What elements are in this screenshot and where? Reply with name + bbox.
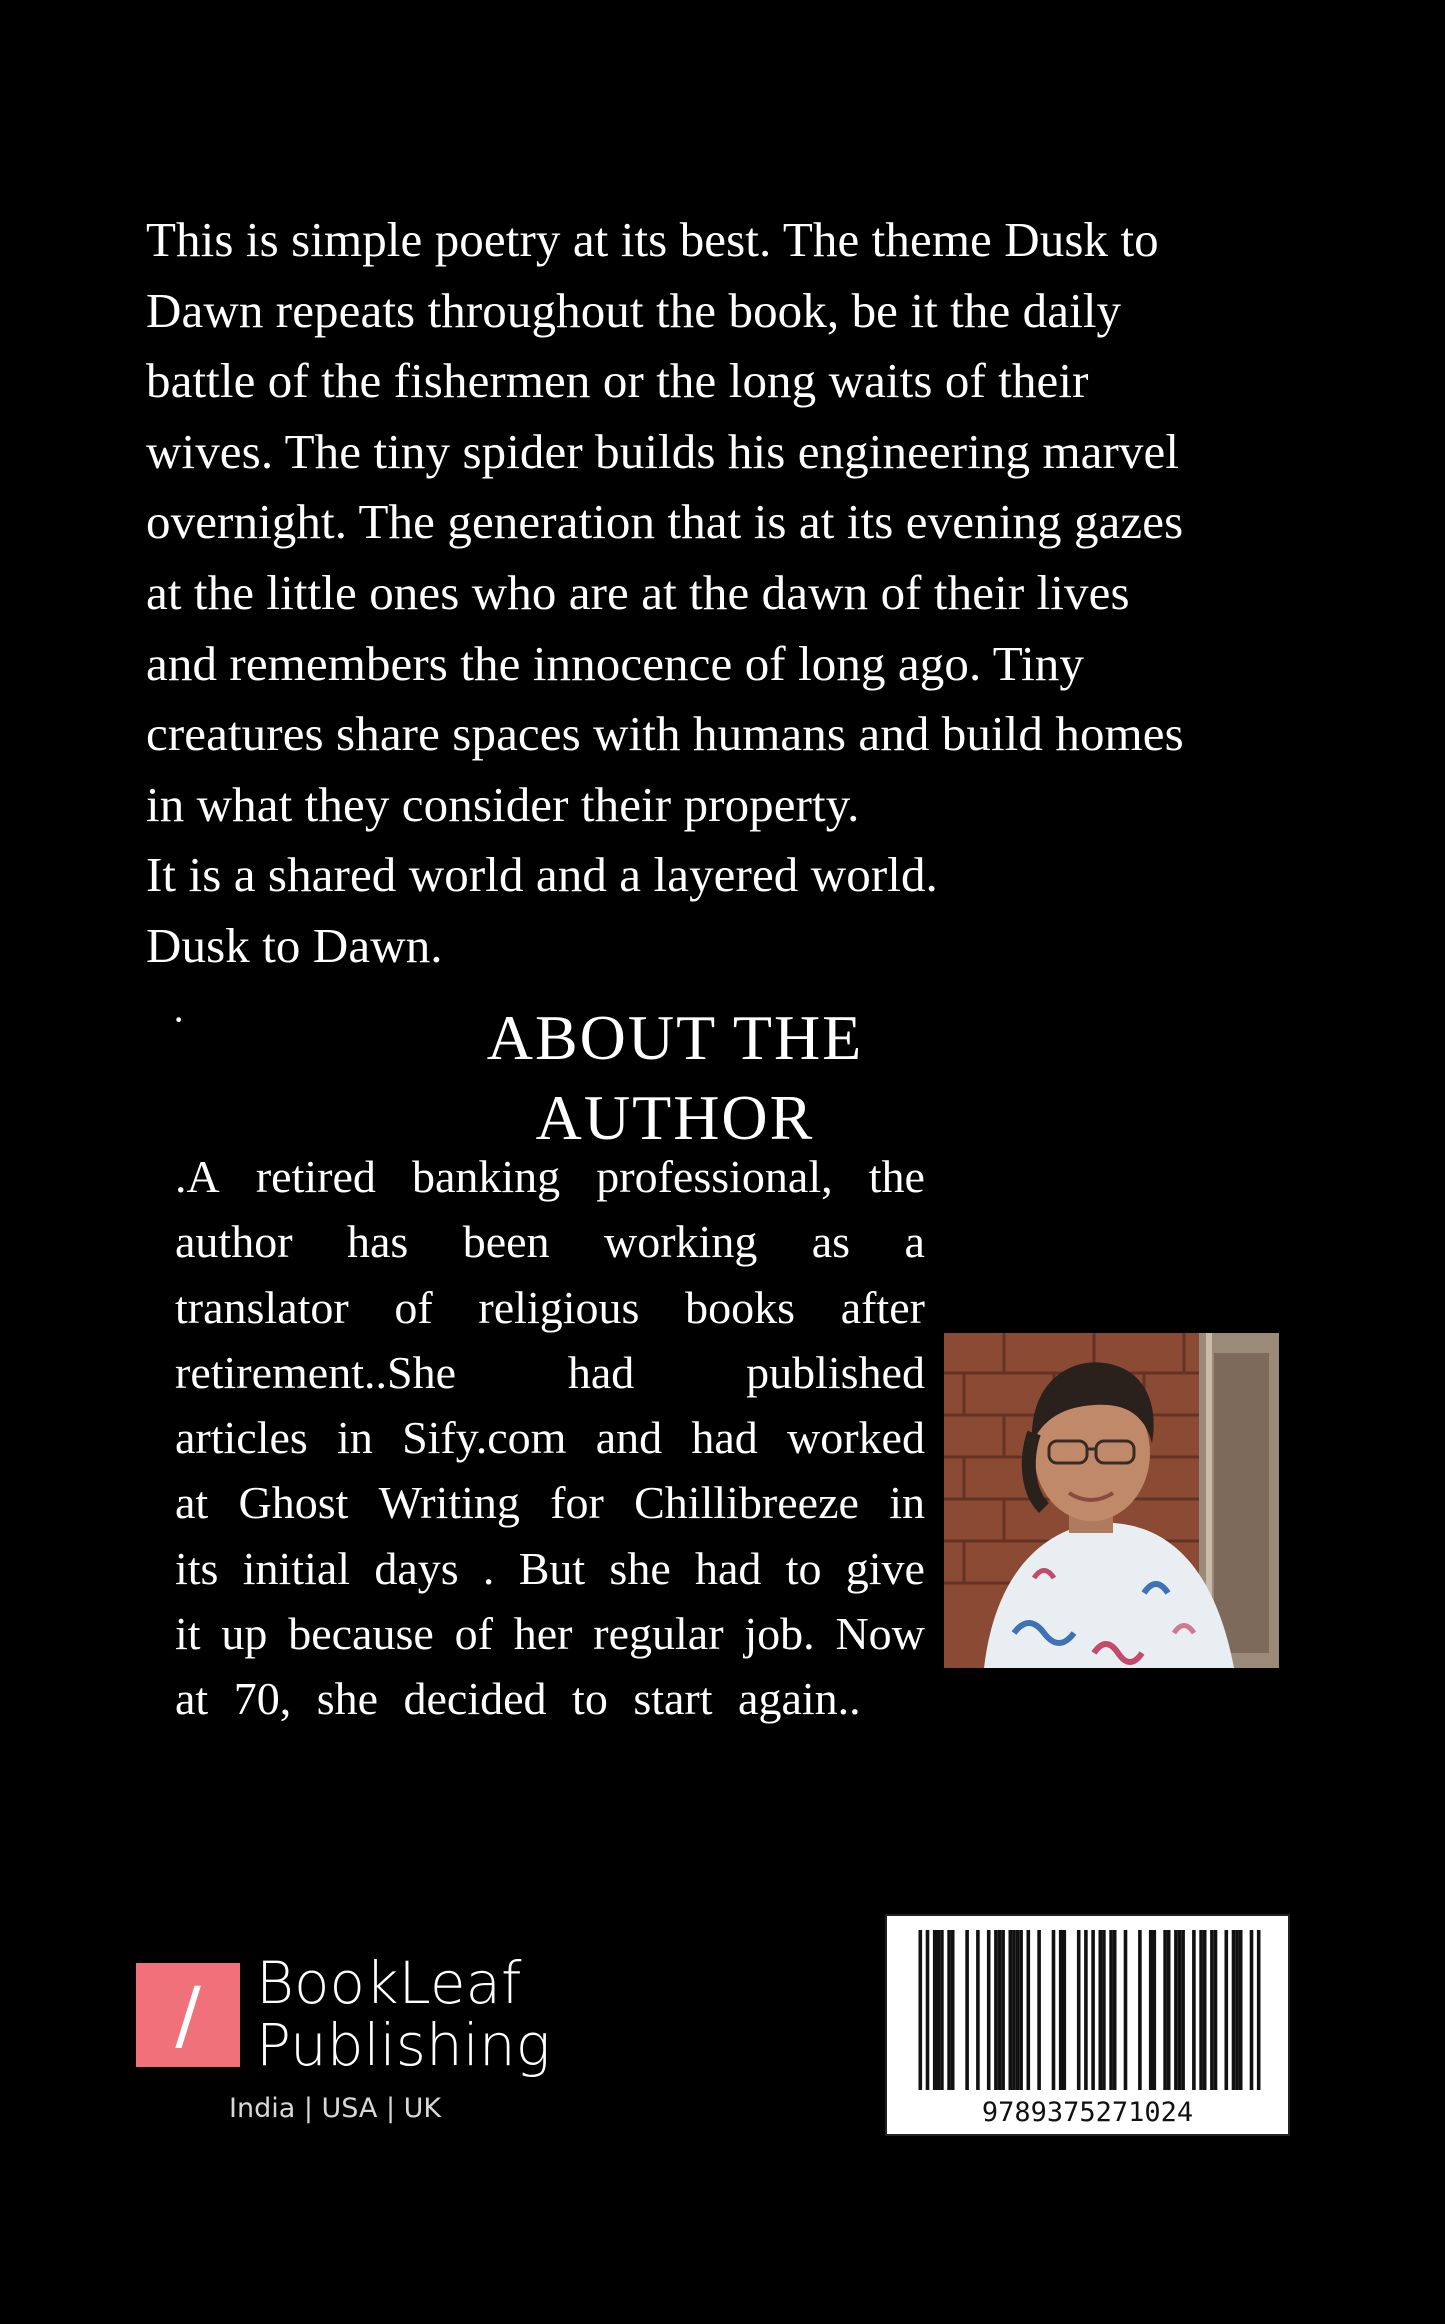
barcode-bar xyxy=(1059,1930,1063,2090)
barcode-bar xyxy=(987,1930,991,2090)
blurb-line: wives. The tiny spider builds his engineering marvel xyxy=(146,423,1180,479)
isbn-barcode xyxy=(885,1914,1290,2136)
barcode-bar xyxy=(1124,1930,1128,2090)
barcode-bar xyxy=(1239,1930,1243,2090)
barcode-bar xyxy=(919,1930,923,2090)
barcode-bar xyxy=(1016,1930,1020,2090)
bio-word: give xyxy=(845,1542,925,1594)
bio-word: a xyxy=(904,1216,925,1268)
bio-word: as xyxy=(811,1216,851,1268)
bio-line xyxy=(175,1601,925,1666)
barcode-bar xyxy=(1138,1930,1142,2090)
barcode-bar xyxy=(1257,1930,1261,2090)
bio-word: been xyxy=(462,1216,550,1268)
heading-line: AUTHOR xyxy=(535,1082,815,1153)
blurb-line: battle of the fishermen or the long waits of their xyxy=(146,353,1089,409)
bio-word: in xyxy=(889,1477,925,1529)
barcode-bar xyxy=(1113,1930,1117,2090)
barcode-bar xyxy=(1052,1930,1056,2090)
barcode-bar xyxy=(1077,1930,1081,2090)
publisher-name-line: BookLeaf xyxy=(256,1949,522,2017)
isbn-number: 9789375271024 xyxy=(981,2097,1194,2128)
barcode-bar xyxy=(965,1930,969,2090)
barcode-bar xyxy=(1214,1930,1218,2090)
back-cover-blurb xyxy=(146,205,1306,982)
bio-word: professional, xyxy=(596,1151,833,1202)
barcode-bar xyxy=(947,1930,951,2090)
blurb-line: overnight. The generation that is at its evening gazes xyxy=(146,494,1184,550)
bio-word: had xyxy=(567,1346,635,1398)
bio-word: retirement..She xyxy=(175,1346,457,1398)
blurb-line: at the little ones who are at the dawn of their lives xyxy=(146,564,1130,620)
barcode-bar xyxy=(1178,1930,1182,2090)
bio-word: published xyxy=(746,1346,925,1398)
barcode-bar xyxy=(1192,1930,1196,2090)
bio-word: Sify.com xyxy=(402,1412,567,1464)
barcode-bar xyxy=(1153,1930,1157,2090)
barcode-bar xyxy=(1001,1930,1005,2090)
barcode-bar xyxy=(1167,1930,1171,2090)
barcode-bar xyxy=(933,1930,937,2090)
bio-word: Now xyxy=(835,1608,925,1660)
barcode-bar xyxy=(940,1930,944,2090)
bio-word: regular xyxy=(593,1608,724,1660)
barcode-bar xyxy=(1102,1930,1106,2090)
bio-word: her xyxy=(513,1608,573,1660)
bio-word: religious xyxy=(478,1281,640,1333)
barcode-bar xyxy=(976,1930,980,2090)
barcode-bar xyxy=(1225,1930,1229,2090)
barcode-bar xyxy=(1063,1930,1067,2090)
author-portrait-illustration xyxy=(944,1333,1279,1668)
bio-word: she xyxy=(609,1542,671,1594)
bio-word: of xyxy=(454,1608,493,1660)
barcode-bar xyxy=(1232,1930,1236,2090)
bio-word: of xyxy=(394,1281,433,1333)
author-photo xyxy=(944,1333,1279,1668)
bio-word: the xyxy=(868,1151,925,1202)
bio-word: had xyxy=(695,1542,762,1594)
barcode-bar xyxy=(1174,1930,1178,2090)
bio-word: Ghost xyxy=(238,1477,349,1529)
publisher-name xyxy=(256,1949,551,2079)
about-the-author-heading xyxy=(380,998,970,1158)
blurb-line: and remembers the innocence of long ago. Tiny xyxy=(146,635,1085,691)
bio-word: days xyxy=(374,1542,459,1594)
bio-word: .A xyxy=(175,1151,220,1202)
barcode-bar xyxy=(1099,1930,1103,2090)
barcode-bar xyxy=(1009,1930,1013,2090)
bio-word: after xyxy=(840,1281,925,1333)
bio-word: for xyxy=(550,1477,604,1529)
barcode-bar xyxy=(1149,1930,1153,2090)
barcode-bar xyxy=(1084,1930,1088,2090)
bio-word: had xyxy=(691,1412,758,1464)
barcode-bar xyxy=(1203,1930,1207,2090)
barcode-bar xyxy=(1199,1930,1203,2090)
bio-word: author xyxy=(175,1216,293,1268)
bookleaf-logo-icon: / xyxy=(136,1963,240,2067)
bio-line xyxy=(175,1275,925,1340)
barcode-bar xyxy=(1012,1930,1016,2090)
bio-line xyxy=(175,1340,925,1405)
bio-word: job. xyxy=(744,1608,815,1660)
bio-word: books xyxy=(685,1281,795,1333)
barcode-bar xyxy=(1250,1930,1254,2090)
heading-line: ABOUT THE xyxy=(486,1002,864,1073)
bio-word: and xyxy=(595,1412,663,1464)
bio-word: . xyxy=(482,1542,495,1594)
blurb-line: This is simple poetry at its best. The theme Dusk to xyxy=(146,212,1159,267)
bio-word: up xyxy=(221,1608,268,1660)
blurb-line: Dusk to Dawn. xyxy=(146,917,443,973)
blurb-line: Dawn repeats throughout the book, be it the daily xyxy=(146,282,1122,338)
bio-line xyxy=(175,1209,925,1274)
bio-word: Writing xyxy=(378,1477,520,1529)
bio-line xyxy=(175,1470,925,1535)
bio-word: it xyxy=(175,1608,201,1660)
bio-word: its xyxy=(175,1542,219,1594)
bio-word: translator xyxy=(175,1281,349,1333)
barcode-bar xyxy=(1019,1930,1023,2090)
barcode-bar xyxy=(1091,1930,1095,2090)
barcode-bar xyxy=(1037,1930,1041,2090)
bio-word: to xyxy=(785,1542,822,1594)
barcode-bar xyxy=(1163,1930,1167,2090)
barcode-bar xyxy=(1027,1930,1031,2090)
bio-word: working xyxy=(604,1216,758,1268)
bio-word: retired xyxy=(255,1151,376,1202)
barcode-bar xyxy=(998,1930,1002,2090)
barcode-bar xyxy=(994,1930,998,2090)
blurb-line: It is a shared world and a layered world. xyxy=(146,847,938,903)
blurb-line: in what they consider their property. xyxy=(146,776,860,832)
blurb-line: creatures share spaces with humans and build homes xyxy=(146,706,1184,762)
bio-word: in xyxy=(337,1412,373,1464)
bio-word: articles xyxy=(175,1412,308,1464)
author-bio xyxy=(175,1144,925,1732)
publisher-regions: India | USA | UK xyxy=(229,2093,442,2124)
bio-line: at 70, she decided to start again.. xyxy=(175,1673,861,1725)
barcode-bar xyxy=(1181,1930,1185,2090)
barcode-bar xyxy=(1109,1930,1113,2090)
bio-word: initial xyxy=(242,1542,351,1594)
bio-word: has xyxy=(346,1216,409,1268)
barcode-bar xyxy=(926,1930,930,2090)
stray-dot: · xyxy=(172,997,186,1042)
bio-line xyxy=(175,1405,925,1470)
barcode-bar xyxy=(951,1930,955,2090)
bio-word: But xyxy=(518,1542,586,1594)
bio-word: banking xyxy=(411,1151,561,1202)
bio-word: because xyxy=(288,1608,434,1660)
bio-word: at xyxy=(175,1477,209,1529)
publisher-name-line: Publishing xyxy=(256,2011,551,2079)
bio-word: Chillibreeze xyxy=(634,1477,859,1529)
bio-line xyxy=(175,1144,925,1209)
barcode-bar xyxy=(1210,1930,1214,2090)
bio-word: worked xyxy=(787,1412,925,1464)
bio-line xyxy=(175,1536,925,1601)
barcode-bar xyxy=(1235,1930,1239,2090)
barcode-bar xyxy=(937,1930,941,2090)
